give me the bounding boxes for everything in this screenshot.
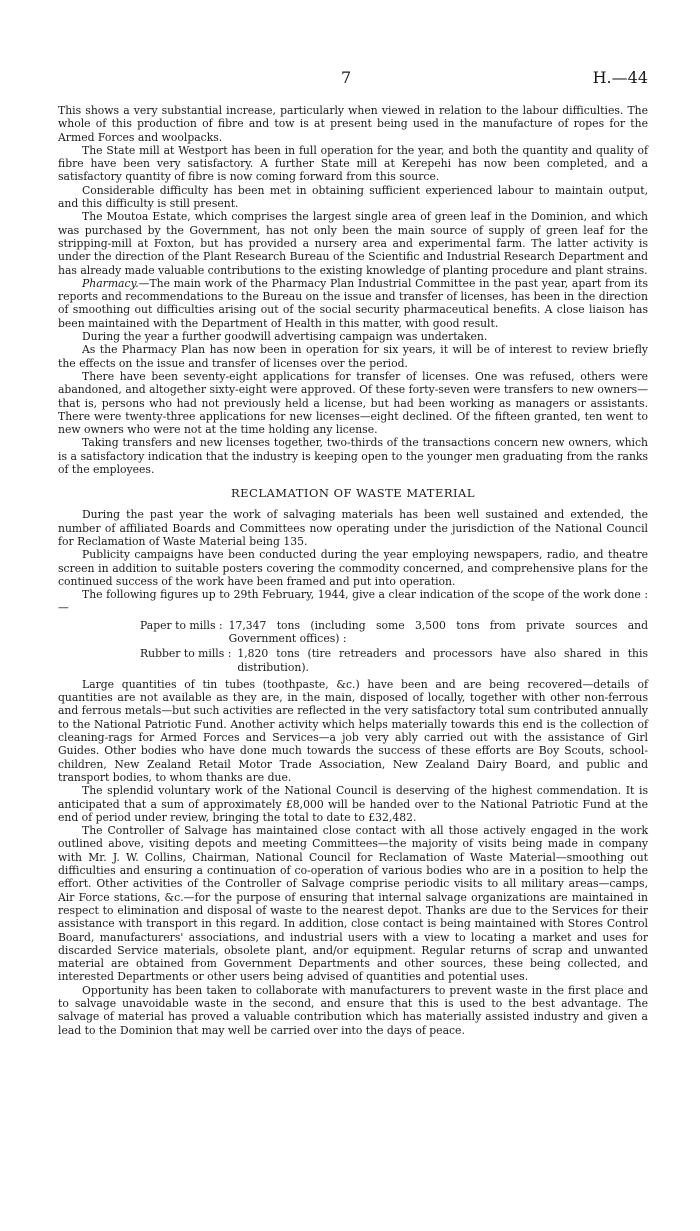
paragraph: Large quantities of tin tubes (toothpaste, &c.) have been and are being recovered—details of quantities are not available as they are, in the main, disposed of locally, together with other non-ferrous and ferrous metals—but such activities are reflected in the very satisfactory total sum contributed annually to the National Patriotic Fund. Another activity which helps materially towards this end is the collection of cleaning-rags for Armed Forces and Services—a job very ably carried out with the assistance of Girl Guides. Other bodies who have done much towards the success of these efforts are Boy Scouts, school-children, New Zealand Retail Motor Trade Association, New Zealand Dairy Board, and public and transport bodies, to whom thanks are due. [58,677,648,784]
paragraph: There have been seventy-eight applications for transfer of licenses. One was refused, others were abandoned, and altogether sixty-eight were approved. Of these forty-seven were transfers to new owners—that is, persons who had not previously held a license, but had been working as managers or assistants. There were twenty-three applications for new licenses—eight declined. Of the fifteen granted, ten went to new owners who were not at the time holding any license. [58,369,648,437]
page-number: 7 [341,68,352,87]
figure-value: 1,820 tons (tire retreaders and processors have also shared in this distribution). [237,647,648,674]
figure-label: Paper to mills : [140,618,223,632]
page-header [58,68,648,88]
section-title: RECLAMATION OF WASTE MATERIAL [231,486,475,501]
paragraph: The following figures up to 29th February, 1944, give a clear indication of the scope of the work done :— [58,588,648,615]
paragraph: During the past year the work of salvaging materials has been well sustained and extended, the number of affiliated Boards and Committees now operating under the jurisdiction of the National Council for Reclamation of Waste Material being 135. [58,508,648,548]
figure-item-paper [140,619,648,646]
figure-label: Rubber to mills : [140,647,232,661]
paragraph: The Controller of Salvage has maintained close contact with all those actively engaged in the work outlined above, visiting depots and meeting Committees—the majority of visits being made in company with Mr. J. W. Collins, Chairman, National Council for Reclamation of Waste Material—smoothing out difficulties and ensuring a continuation of co-operation of various bodies who are in a position to help the effort. Other activities of the Controller of Salvage comprise periodic visits to all military areas—camps, Air Force stations, &c.—for the purpose of ensuring that internal salvage organizations are maintained in respect to elimination and disposal of waste to the nearest depot. Thanks are due to the Services for their assistance with transport in this regard. In addition, close contact is being maintained with Stores Control Board, manufacturers' associations, and industrial users with a view to locating a market and uses for discarded Service materials, obsolete plant, and/or equipment. Regular returns of scrap and unwanted material are obtained from Government Departments and other sources, these being collected, and interested Departments or other users being advised of quantities and potential uses. [58,824,648,984]
paragraph: Publicity campaigns have been conducted during the year employing newspapers, radio, and theatre screen in addition to suitable posters covering the commodity concerned, and comprehensive plans for the continued success of the work have been framed and put into operation. [58,548,648,588]
paragraph: The Moutoa Estate, which comprises the largest single area of green leaf in the Dominion, and which was purchased by the Government, has not only been the main source of supply of green leaf for the stripping-mill at Foxton, but has provided a nursery area and experimental farm. The latter activity is under the direction of the Plant Research Bureau of the Scientific and Industrial Research Department and has already made valuable contributions to the existing knowledge of planting procedure and plant strains. [58,210,648,277]
pharmacy-text: —The main work of the Pharmacy Plan Industrial Committee in the past year, apart from its reports and recommendations to the Bureau on the issue and transfer of licenses, has been in the direction of smoothing out difficulties arising out of the social security pharmaceutical benefits. A close liaison has been maintained with the Department of Health in this matter, with good result. [58,276,648,330]
document-body [58,104,648,1037]
paragraph: As the Pharmacy Plan has now been in operation for six years, it will be of interest to review briefly the effects on the issue and transfer of licenses over the period. [58,343,648,370]
paragraph: Opportunity has been taken to collaborate with manufacturers to prevent waste in the first place and to salvage unavoidable waste in the second, and ensure that this is used to the best advantage. The salvage of material has proved a valuable contribution which has materially assisted industry and given a lead to the Dominion that may well be carried over into the days of peace. [58,983,648,1037]
figure-value: 17,347 tons (including some 3,500 tons from private sources and Government offices) : [228,618,648,645]
document-reference: H.—44 [592,68,648,87]
paragraph: Taking transfers and new licenses together, two-thirds of the transactions concern new owners, which is a satisfactory indication that the industry is keeping open to the younger men graduating from the ranks of the employees. [58,436,648,477]
paragraph: This shows a very substantial increase, particularly when viewed in relation to the labour difficulties. The whole of this production of fibre and tow is at present being used in the manufacture of ropes for the Armed Forces and woolpacks. [58,104,648,144]
paragraph: Considerable difficulty has been met in obtaining sufficient experienced labour to maintain output, and this difficulty is still present. [58,183,648,211]
paragraph: The State mill at Westport has been in full operation for the year, and both the quantity and quality of fibre have been very satisfactory. A further State mill at Kerepehi has now been completed, and a satisfactory quantity of fibre is now coming forward from this source. [58,143,648,184]
figure-item-rubber [140,647,648,674]
pharmacy-paragraph [58,277,648,330]
pharmacy-heading: Pharmacy. [82,276,139,290]
paragraph: The splendid voluntary work of the National Council is deserving of the highest commendation. It is anticipated that a sum of approximately £8,000 will be handed over to the National Patriotic Fund at the end of period under review, bringing the total to date to £32,482. [58,784,648,824]
paragraph: During the year a further goodwill advertising campaign was undertaken. [82,330,488,344]
